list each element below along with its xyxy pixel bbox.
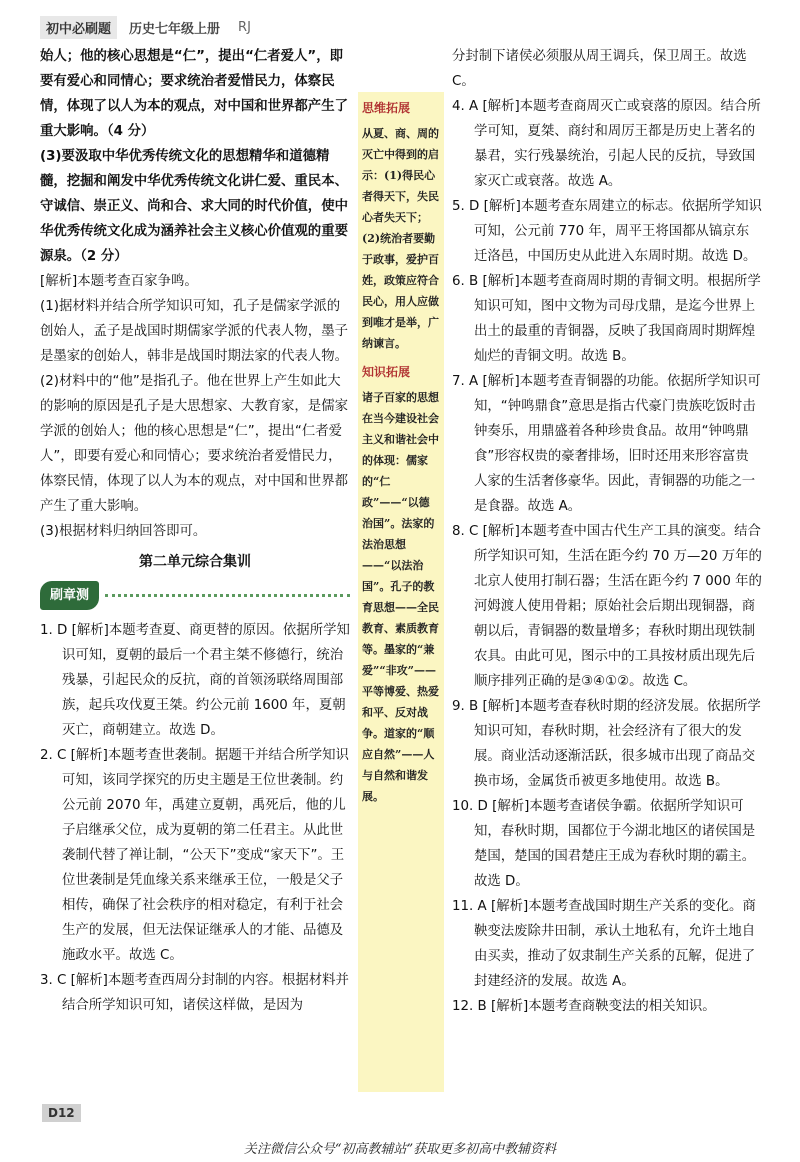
analysis-paragraph: (2)材料中的“他”是指孔子。他在世界上产生如此大的影响的原因是孔子是大思想家、大教育家，是儒家学派的创始人；他的核心思想是“仁”，提出“仁者爱人”，即要有爱心和同情心；要求统治者爱惜民力，体察民情，体现了以人为本的观点，对中国和世界都产生了重大影响。 (40, 374, 348, 514)
question-answer: 2. C [解析]本题考查世袭制。据题干并结合所学知识可知，该同学探究的历史主题是王位世袭制。约公元前 2070 年，禹建立夏朝，禹死后，他的儿子启继承父位，成为夏朝的第二任君主。从此世袭制代替了禅让制，“公天下”变成“家天下”。王位世袭制是凭血缘关系来继承王位，一般是父子相传，确保了社会秩序的相对稳定，有利于社会生产的发展，但无法保证继承人的才能、品德及施政水平。故选 C。 (40, 748, 349, 963)
question-answer: 8. C [解析]本题考查中国古代生产工具的演变。结合所学知识可知，生活在距今约 70 万—20 万年的北京人使用打制石器；生活在距今约 7 000 年的河姆渡人使用骨耜；原始社会后期出现铜器，商朝以后，青铜器的数量增多；春秋时期出现铁制农具。由此可见，图示中的工具按材质出现先后顺序排列正确的是③④①②。故选 C。 (452, 524, 762, 689)
sidebar-text: 从夏、商、周的灭亡中得到的启示：(1)得民心者得天下，失民心者失天下；(2)统治者要勤于政事，爱护百姓，政策应符合民心，用人应做到唯才是举，广纳谏言。 (362, 127, 439, 350)
question-answer: 9. B [解析]本题考查春秋时期的经济发展。依据所学知识可知，春秋时期，社会经济有了很大的发展。商业活动逐渐活跃，很多城市出现了商品交换市场，金属货币被更多地使用。故选 B。 (452, 699, 761, 789)
section-badge: 刷章测 (40, 581, 99, 610)
sidebar-title: 思维拓展 (362, 101, 411, 115)
question-answer: 1. D [解析]本题考查夏、商更替的原因。依据所学知识可知，夏朝的最后一个君主桀不修德行，统治残暴，引起民众的反抗，商的首领汤联络周围部族，起兵攻伐夏王桀。约公元前 1600 年，夏朝灭亡，商朝建立。故选 D。 (40, 623, 350, 738)
right-column (452, 44, 762, 1019)
sidebar-text: 诸子百家的思想在当今建设社会主义和谐社会中的体现：儒家的“仁政”——“以德治国”。法家的法治思想——“以法治国”。孔子的教育思想——全民教育、素质教育等。墨家的“兼爱”“非攻”——平等博爱、热爱和平、反对战争。道家的“顺应自然”——人与自然和谐发展。 (362, 391, 439, 803)
page-number: D12 (42, 1104, 81, 1122)
question-answer: 4. A [解析]本题考查商周灭亡或衰落的原因。结合所学可知，夏桀、商纣和周厉王都是历史上著名的暴君，实行残暴统治，引起人民的反抗，导致国家灭亡或衰落。故选 A。 (452, 99, 761, 189)
question-answer: 6. B [解析]本题考查商周时期的青铜文明。根据所学知识可知，图中文物为司母戊鼎，是迄今世界上出土的最重的青铜器，反映了我国商周时期辉煌灿烂的青铜文明。故选 B。 (452, 274, 761, 364)
section-badge-row (40, 581, 350, 610)
footer-note: 关注微信公众号“初高教辅站”获取更多初高中教辅资料 (243, 1142, 557, 1157)
question-answer: 11. A [解析]本题考查战国时期生产关系的变化。商鞅变法废除井田制，承认土地私有，允许土地自由买卖，推动了奴隶制生产关系的瓦解，促进了封建经济的发展。故选 A。 (452, 899, 756, 989)
book-brand: 初中必刷题 (40, 16, 117, 39)
book-edition: RJ (238, 19, 251, 35)
section-title: 第二单元综合集训 (139, 554, 251, 570)
sidebar-notes (358, 92, 444, 1092)
answer-paragraph: 始人；他的核心思想是“仁”，提出“仁者爱人”，即要有爱心和同情心；要求统治者爱惜民力，体察民情，体现了以人为本的观点，对中国和世界都产生了重大影响。（4 分） (40, 49, 348, 139)
analysis-paragraph: 分封制下诸侯必须服从周王调兵，保卫周王。故选 C。 (452, 49, 747, 89)
analysis-paragraph: (1)据材料并结合所学知识可知，孔子是儒家学派的创始人，孟子是战国时期儒家学派的代表人物，墨子是墨家的创始人，韩非是战国时期法家的代表人物。 (40, 299, 348, 364)
sidebar-title: 知识拓展 (362, 365, 411, 379)
left-column (40, 44, 350, 1018)
question-answer: 3. C [解析]本题考查西周分封制的内容。根据材料并结合所学知识可知，诸侯这样做，是因为 (40, 973, 349, 1013)
book-subject: 历史七年级上册 (129, 21, 221, 37)
page-header (40, 14, 257, 40)
analysis-heading: [解析]本题考查百家争鸣。 (40, 274, 198, 289)
analysis-paragraph: (3)根据材料归纳回答即可。 (40, 524, 207, 539)
answer-paragraph: (3)要汲取中华优秀传统文化的思想精华和道德精髓，挖掘和阐发中华优秀传统文化讲仁爱、重民本、守诚信、崇正义、尚和合、求大同的时代价值，使中华优秀传统文化成为涵养社会主义核心价值观的重要源泉。（2 分） (40, 149, 348, 264)
question-answer: 12. B [解析]本题考查商鞅变法的相关知识。 (452, 999, 716, 1014)
dotted-divider (105, 594, 350, 597)
question-answer: 5. D [解析]本题考查东周建立的标志。依据所学知识可知，公元前 770 年，周平王将国都从镐京东迁洛邑，中国历史从此进入东周时期。故选 D。 (452, 199, 762, 264)
question-answer: 7. A [解析]本题考查青铜器的功能。依据所学知识可知，“钟鸣鼎食”意思是指古代豪门贵族吃饭时击钟奏乐，用鼎盛着各种珍贵食品。故用“钟鸣鼎食”形容权贵的豪奢排场，旧时还用来形容富贵人家的生活奢侈豪华。因此，青铜器的功能之一是食器。故选 A。 (452, 374, 761, 514)
question-answer: 10. D [解析]本题考查诸侯争霸。依据所学知识可知，春秋时期，国都位于今湖北地区的诸侯国是楚国，楚国的国君楚庄王成为春秋时期的霸主。故选 D。 (452, 799, 756, 889)
